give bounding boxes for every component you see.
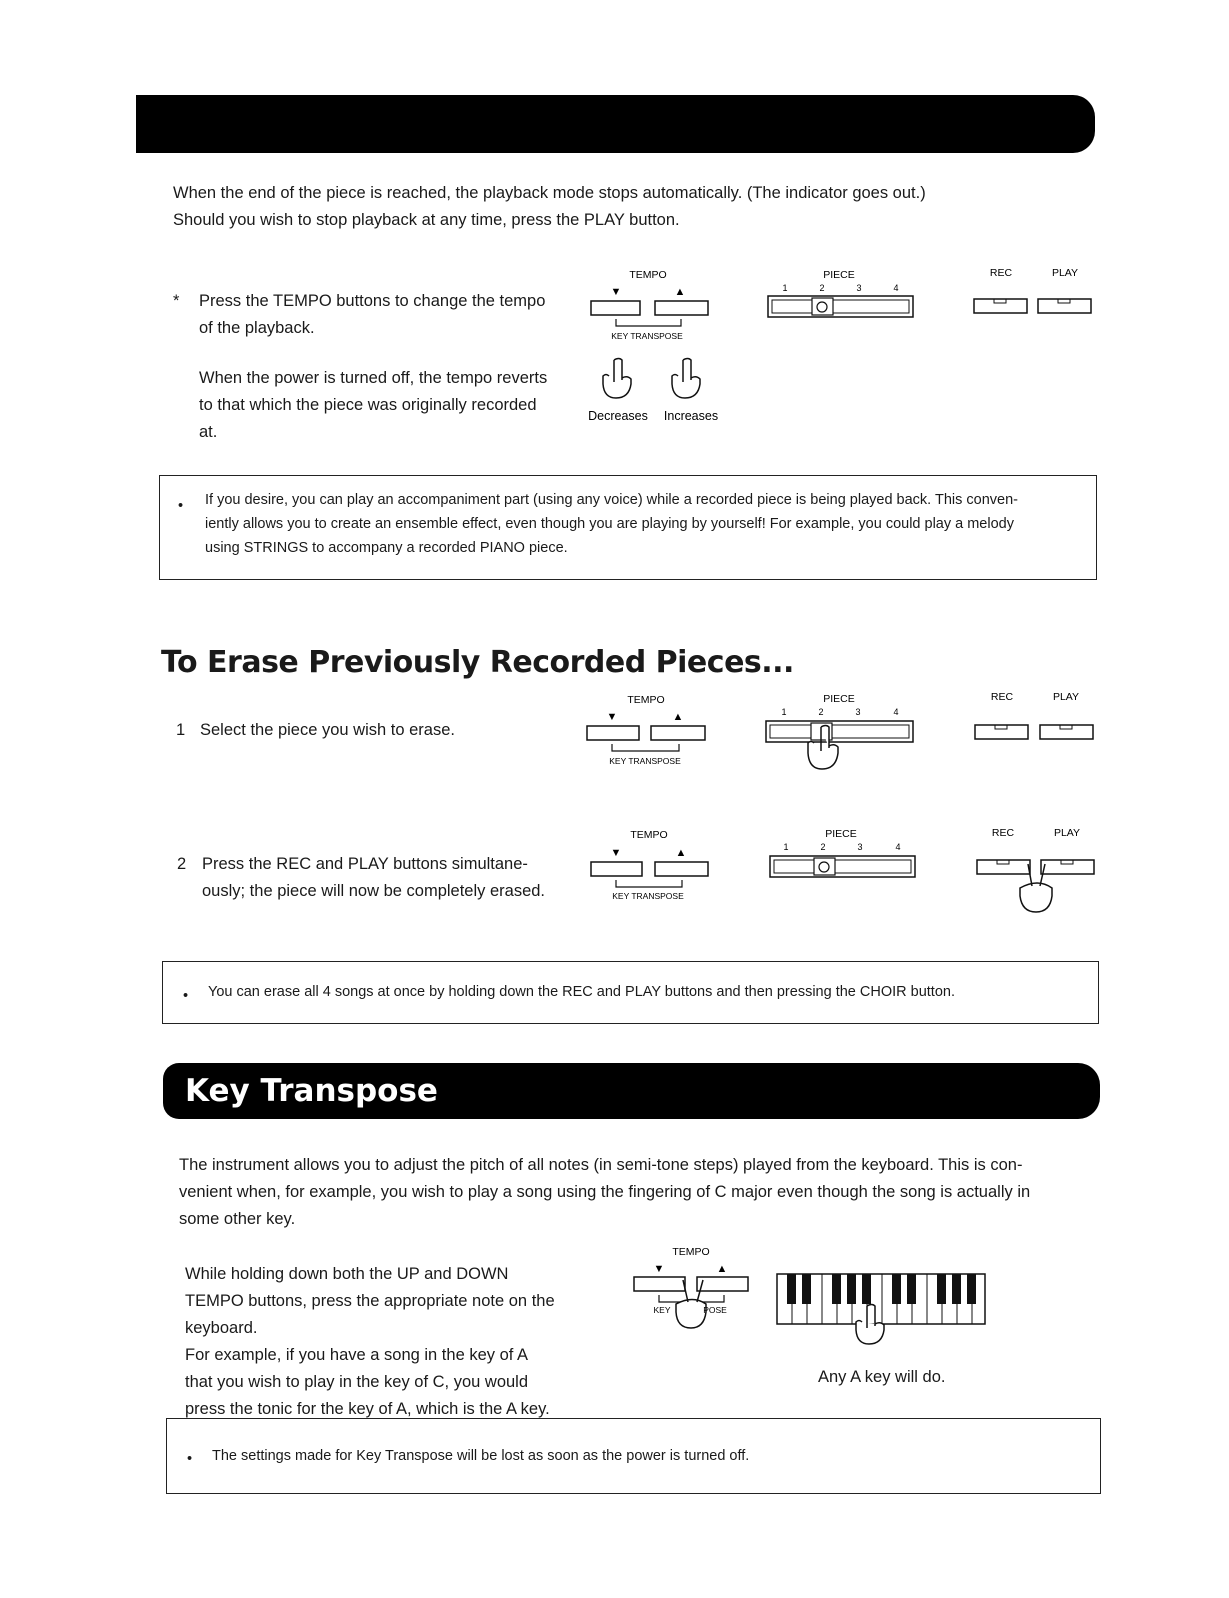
tempo-panel-diagram-1 bbox=[580, 260, 1100, 430]
kt-intro-line3: some other key. bbox=[179, 1210, 296, 1228]
key-transpose-label: KEY TRANSPOSE bbox=[612, 891, 684, 901]
erase-heading: To Erase Previously Recorded Pieces... bbox=[161, 645, 794, 680]
top-section-banner bbox=[136, 95, 1095, 153]
tempo-label: TEMPO bbox=[627, 694, 665, 706]
key-transpose-instructions bbox=[185, 1261, 575, 1423]
piece-slider-track bbox=[770, 725, 909, 738]
tempo-label: TEMPO bbox=[672, 1246, 710, 1258]
accompaniment-tip-text bbox=[205, 488, 1085, 560]
tempo-up-button[interactable] bbox=[655, 301, 708, 315]
play-button[interactable] bbox=[1038, 299, 1091, 313]
piece-number-2: 2 bbox=[819, 283, 825, 293]
up-arrow: ▲ bbox=[672, 711, 684, 723]
piece-label: PIECE bbox=[825, 828, 857, 840]
key-transpose-tip-text: The settings made for Key Transpose will be lost as soon as the power is turned off. bbox=[212, 1448, 750, 1464]
revert-note-line2: to that which the piece was originally recorded bbox=[199, 396, 537, 414]
piece-slider-frame bbox=[768, 296, 913, 317]
rec-button[interactable] bbox=[975, 725, 1028, 739]
piece-number-1: 1 bbox=[781, 707, 787, 717]
play-button[interactable] bbox=[1040, 725, 1093, 739]
piece-number-3: 3 bbox=[857, 842, 863, 852]
revert-note bbox=[199, 365, 569, 446]
any-a-key-caption: Any A key will do. bbox=[818, 1368, 946, 1386]
tempo-up-button[interactable] bbox=[651, 726, 705, 740]
piece-number-1: 1 bbox=[783, 842, 789, 852]
kt-intro-line2: venient when, for example, you wish to play a song using the fingering of C major even though the song is actually in bbox=[179, 1183, 1031, 1201]
play-label: PLAY bbox=[1052, 691, 1080, 703]
tempo-down-button[interactable] bbox=[634, 1277, 685, 1291]
kt-instr-line2: TEMPO buttons, press the appropriate note on the bbox=[185, 1292, 555, 1310]
accompaniment-tip-box bbox=[159, 475, 1097, 580]
up-arrow: ▲ bbox=[675, 847, 687, 859]
step1-number: 1 bbox=[176, 721, 186, 739]
piece-number-4: 4 bbox=[895, 842, 901, 852]
piece-slider-track bbox=[772, 300, 909, 313]
bullet-dot: • bbox=[187, 1451, 193, 1467]
tempo-up-button[interactable] bbox=[697, 1277, 748, 1291]
piece-number-2: 2 bbox=[818, 707, 824, 717]
key-transpose-bracket bbox=[616, 880, 682, 887]
erase-all-tip-text: You can erase all 4 songs at once by holding down the REC and PLAY buttons and then pressing the CHOIR button. bbox=[208, 984, 955, 1000]
kt-intro-line1: The instrument allows you to adjust the pitch of all notes (in semi-tone steps) played from the keyboard. This is con- bbox=[179, 1156, 1023, 1174]
piece-number-3: 3 bbox=[856, 283, 862, 293]
asterisk-mark: * bbox=[173, 292, 180, 310]
play-button[interactable] bbox=[1041, 860, 1094, 874]
rec-label: REC bbox=[991, 827, 1015, 839]
tempo-panel-diagram-2 bbox=[580, 685, 1100, 785]
step2-line1: Press the REC and PLAY buttons simultane- bbox=[202, 855, 528, 873]
down-arrow: ▼ bbox=[610, 847, 622, 859]
tempo-note-line1: Press the TEMPO buttons to change the tempo bbox=[199, 292, 546, 310]
play-label: PLAY bbox=[1051, 267, 1079, 279]
revert-note-line1: When the power is turned off, the tempo reverts bbox=[199, 369, 548, 387]
kt-instr-line1: While holding down both the UP and DOWN bbox=[185, 1265, 509, 1283]
piece-label: PIECE bbox=[823, 269, 855, 281]
piece-number-2: 2 bbox=[820, 842, 826, 852]
up-arrow: ▲ bbox=[674, 286, 686, 298]
key-transpose-banner bbox=[163, 1063, 1100, 1119]
playback-intro bbox=[173, 180, 1073, 234]
rec-label: REC bbox=[989, 267, 1013, 279]
tempo-down-button[interactable] bbox=[587, 726, 639, 740]
step2-text bbox=[202, 851, 572, 905]
key-transpose-heading: Key Transpose bbox=[185, 1073, 438, 1109]
tempo-panel-diagram-3 bbox=[580, 820, 1100, 920]
piece-slider-track bbox=[774, 860, 911, 873]
tempo-label: TEMPO bbox=[630, 829, 668, 841]
piece-slider-frame bbox=[770, 856, 915, 877]
two-finger-press-icon bbox=[676, 1280, 706, 1328]
kt-instr-line5: that you wish to play in the key of C, you would bbox=[185, 1373, 529, 1391]
key-transpose-left-label: KEY bbox=[653, 1305, 671, 1315]
tempo-label: TEMPO bbox=[629, 269, 667, 281]
bullet-dot: • bbox=[183, 988, 189, 1004]
key-transpose-bracket bbox=[612, 744, 679, 751]
piece-slider-frame bbox=[766, 721, 913, 742]
tempo-note-line2: of the playback. bbox=[199, 319, 315, 337]
decreases-label: Decreases bbox=[588, 409, 648, 423]
piece-number-3: 3 bbox=[855, 707, 861, 717]
increases-label: Increases bbox=[663, 409, 719, 423]
key-transpose-label: KEY TRANSPOSE bbox=[611, 331, 683, 341]
step2-number: 2 bbox=[177, 855, 187, 873]
key-transpose-intro bbox=[179, 1152, 1079, 1233]
tempo-note bbox=[199, 288, 569, 342]
erase-all-tip-box bbox=[162, 961, 1099, 1024]
two-finger-press-icon bbox=[1020, 864, 1052, 912]
tip-line2: iently allows you to create an ensemble effect, even though you are playing by yourself! For example, you could play a melody bbox=[205, 516, 1014, 532]
rec-button[interactable] bbox=[974, 299, 1027, 313]
up-arrow: ▲ bbox=[716, 1263, 728, 1275]
step2-line2: ously; the piece will now be completely erased. bbox=[202, 882, 546, 900]
down-arrow: ▼ bbox=[653, 1263, 665, 1275]
rec-button[interactable] bbox=[977, 860, 1030, 874]
tip-line1: If you desire, you can play an accompaniment part (using any voice) while a recorded piece is being played back. This conven- bbox=[205, 492, 1018, 508]
keyboard-illustration bbox=[777, 1274, 985, 1324]
tempo-up-button[interactable] bbox=[655, 862, 708, 876]
key-transpose-diagram bbox=[620, 1240, 1000, 1350]
revert-note-line3: at. bbox=[199, 423, 218, 441]
bullet-dot: • bbox=[178, 498, 184, 514]
key-transpose-right-label: POSE bbox=[703, 1305, 727, 1315]
tempo-down-button[interactable] bbox=[591, 862, 642, 876]
rec-label: REC bbox=[990, 691, 1014, 703]
key-transpose-tip-box bbox=[166, 1418, 1101, 1494]
finger-up-icon bbox=[672, 359, 700, 399]
kt-instr-line6: press the tonic for the key of A, which is the A key. bbox=[185, 1400, 550, 1418]
step1-text: Select the piece you wish to erase. bbox=[200, 721, 455, 739]
playback-intro-line1: When the end of the piece is reached, the playback mode stops automatically. (The indicator goes out.) bbox=[173, 184, 926, 202]
down-arrow: ▼ bbox=[606, 711, 618, 723]
key-transpose-label: KEY TRANSPOSE bbox=[609, 756, 681, 766]
piece-number-4: 4 bbox=[893, 707, 899, 717]
kt-instr-line4: For example, if you have a song in the key of A bbox=[185, 1346, 529, 1364]
finger-down-icon bbox=[603, 359, 631, 399]
down-arrow: ▼ bbox=[610, 286, 622, 298]
piece-label: PIECE bbox=[823, 693, 855, 705]
tempo-down-button[interactable] bbox=[591, 301, 640, 315]
piece-number-4: 4 bbox=[893, 283, 899, 293]
key-transpose-bracket bbox=[616, 319, 681, 326]
kt-instr-line3: keyboard. bbox=[185, 1319, 258, 1337]
piece-number-1: 1 bbox=[782, 283, 788, 293]
tip-line3: using STRINGS to accompany a recorded PIANO piece. bbox=[205, 540, 568, 556]
playback-intro-line2: Should you wish to stop playback at any time, press the PLAY button. bbox=[173, 211, 680, 229]
play-label: PLAY bbox=[1053, 827, 1081, 839]
